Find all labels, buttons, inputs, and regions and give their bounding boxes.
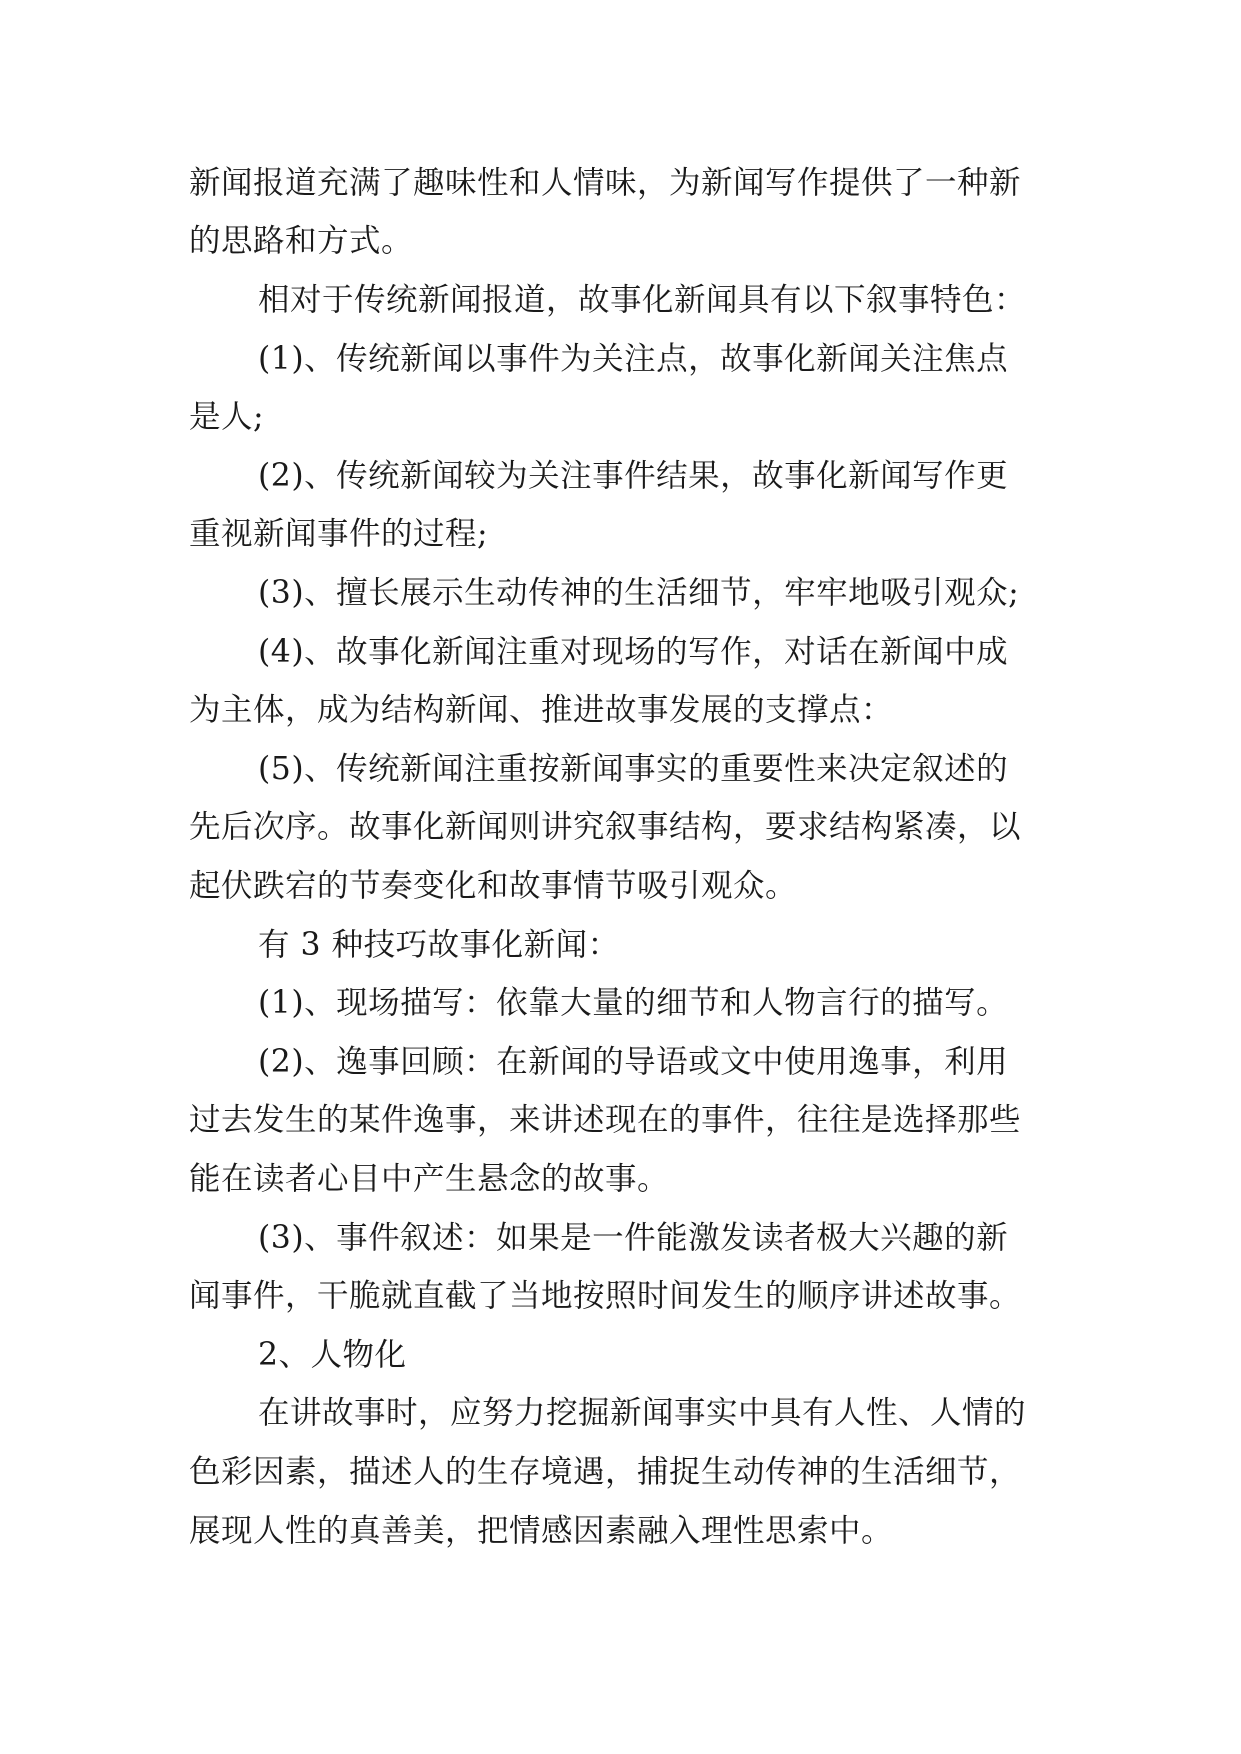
text-line: 重视新闻事件的过程;	[189, 516, 489, 552]
text-line: 有 3 种技巧故事化新闻：	[258, 927, 620, 963]
text-line: 相对于传统新闻报道，故事化新闻具有以下叙事特色：	[258, 282, 1027, 318]
section-heading: 2、人物化	[258, 1337, 407, 1373]
text-line: (2)、逸事回顾：在新闻的导语或文中使用逸事，利用	[258, 1044, 1009, 1080]
text-line: (3)、事件叙述：如果是一件能激发读者极大兴趣的新	[258, 1220, 1009, 1256]
text-line: 是人;	[189, 399, 265, 435]
text-line: (2)、传统新闻较为关注事件结果，故事化新闻写作更	[258, 458, 1009, 494]
text-line: (1)、传统新闻以事件为关注点，故事化新闻关注焦点	[258, 341, 1009, 377]
text-line: 色彩因素，描述人的生存境遇，捕捉生动传神的生活细节，	[189, 1454, 1022, 1490]
text-line: (3)、擅长展示生动传神的生活细节，牢牢地吸引观众;	[258, 575, 1020, 611]
text-line: 过去发生的某件逸事，来讲述现在的事件，往往是选择那些	[189, 1102, 1022, 1138]
text-line: (4)、故事化新闻注重对现场的写作，对话在新闻中成	[258, 634, 1009, 670]
text-line: 新闻报道充满了趣味性和人情味，为新闻写作提供了一种新	[189, 165, 1022, 201]
text-line: (5)、传统新闻注重按新闻事实的重要性来决定叙述的	[258, 751, 1009, 787]
text-line: 在讲故事时，应努力挖掘新闻事实中具有人性、人情的	[258, 1395, 1027, 1431]
text-line: 起伏跌宕的节奏变化和故事情节吸引观众。	[189, 868, 798, 904]
text-line: 闻事件，干脆就直截了当地按照时间发生的顺序讲述故事。	[189, 1278, 1022, 1314]
text-line: 展现人性的真善美，把情感因素融入理性思索中。	[189, 1513, 894, 1549]
text-line: (1)、现场描写：依靠大量的细节和人物言行的描写。	[258, 985, 1009, 1021]
text-line: 为主体，成为结构新闻、推进故事发展的支撑点：	[189, 692, 894, 728]
text-line: 能在读者心目中产生悬念的故事。	[189, 1161, 670, 1197]
text-line: 的思路和方式。	[189, 223, 414, 259]
text-line: 先后次序。故事化新闻则讲究叙事结构，要求结构紧凑，以	[189, 809, 1022, 845]
